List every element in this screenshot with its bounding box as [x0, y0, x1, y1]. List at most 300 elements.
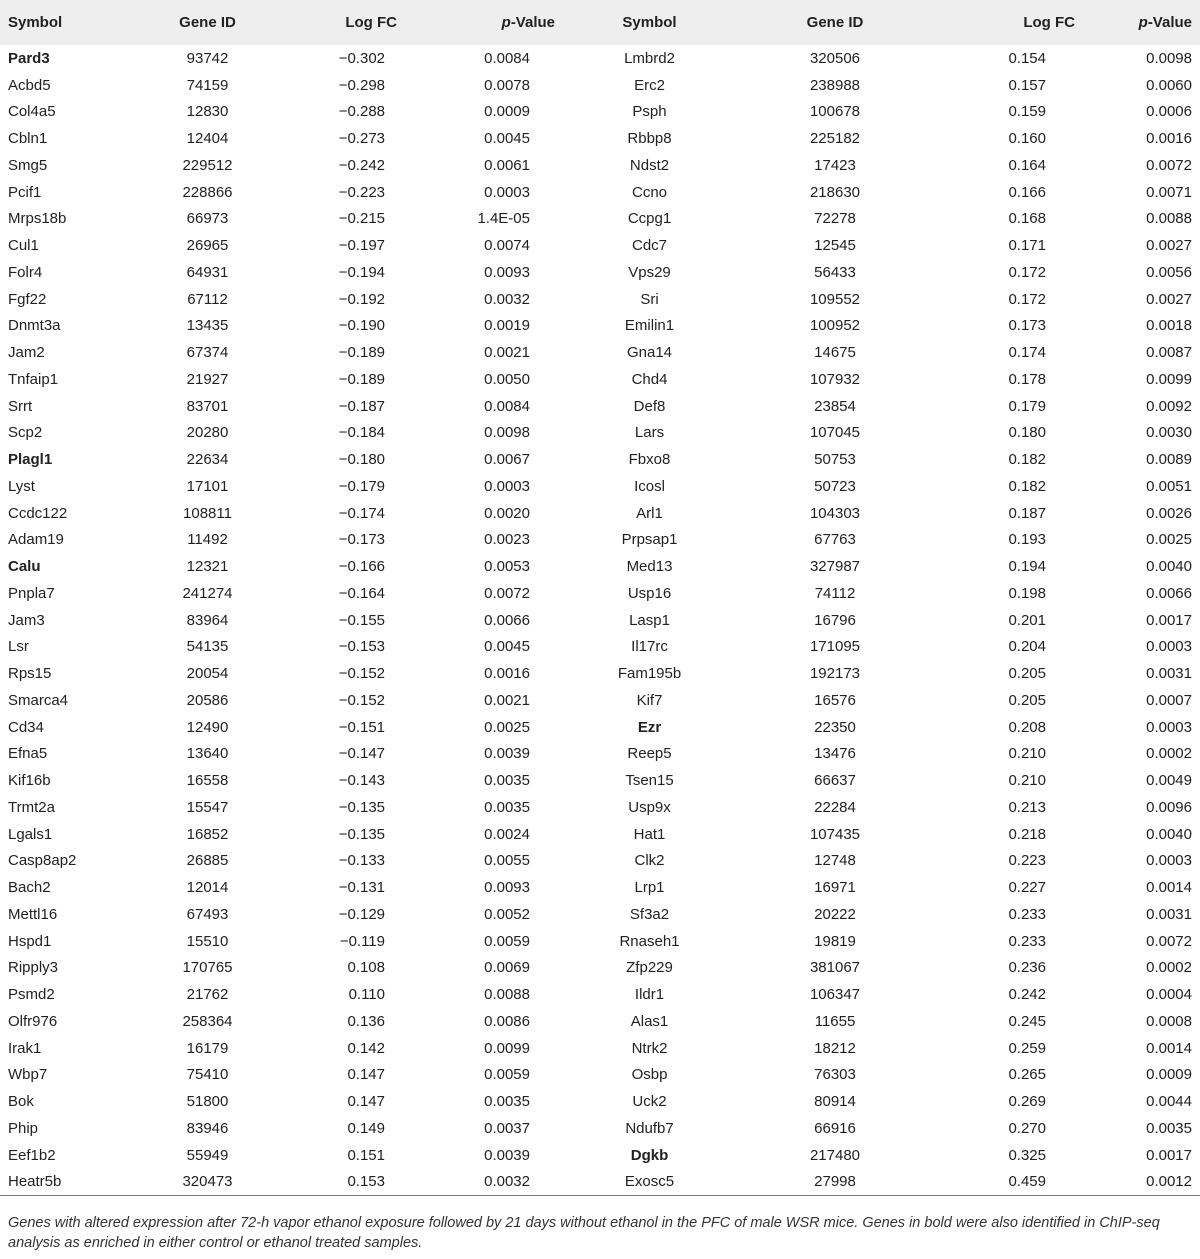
- p-value-right: 0.0012: [1075, 1169, 1200, 1196]
- gene-symbol-right: Sri: [640, 290, 659, 308]
- log-fc-left: −0.131: [338, 879, 385, 897]
- gene-symbol-right: Ccno: [631, 183, 668, 201]
- p-value-right: 0.0014: [1146, 879, 1192, 897]
- p-value-right: 0.0017: [1146, 1146, 1192, 1164]
- table-row: [0, 527, 1200, 554]
- p-value-right: 0.0031: [1146, 905, 1192, 923]
- gene-id-right: 67763: [814, 531, 856, 549]
- log-fc-left: −0.288: [338, 103, 385, 121]
- gene-symbol-right: Erc2: [634, 76, 665, 94]
- p-value-right: 0.0071: [1146, 183, 1192, 201]
- table-row: [0, 1142, 1200, 1169]
- p-value-left: 0.0045: [484, 638, 530, 656]
- table-row: [0, 125, 1200, 152]
- gene-symbol-left: Jam3: [8, 611, 45, 629]
- gene-symbol-right: Zfp229: [626, 959, 673, 977]
- p-value-left: 0.0037: [484, 1119, 530, 1137]
- gene-symbol-right: Lmbrd2: [624, 49, 675, 67]
- log-fc-left: −0.273: [338, 130, 385, 148]
- p-value-right: 0.0099: [1146, 370, 1192, 388]
- p-value-left: 0.0074: [484, 237, 530, 255]
- gene-symbol-right: Usp9x: [628, 798, 671, 816]
- log-fc-right: 0.174: [1008, 344, 1046, 362]
- p-value-right: 0.0035: [1146, 1119, 1192, 1137]
- gene-id-right: 17423: [814, 156, 856, 174]
- gene-id-left: 228866: [182, 183, 233, 201]
- p-value-left: 0.0003: [484, 183, 530, 201]
- gene-symbol-right: Ildr1: [634, 986, 665, 1004]
- gene-symbol-right: Lasp1: [629, 611, 670, 629]
- table-row: [0, 901, 1200, 928]
- gene-symbol-left: Pard3: [8, 49, 50, 67]
- log-fc-right: 0.242: [1008, 986, 1046, 1004]
- gene-id-right: 107932: [809, 370, 861, 388]
- p-value-right: 0.0089: [1146, 451, 1192, 469]
- header-symbol-left: Symbol: [8, 14, 63, 31]
- p-value-left: 0.0086: [484, 1012, 530, 1030]
- log-fc-right: 0.205: [1008, 665, 1046, 683]
- gene-id-left: 22634: [186, 451, 229, 469]
- gene-symbol-left: Kif16b: [8, 772, 51, 790]
- gene-symbol-right: Gna14: [626, 344, 673, 362]
- p-value-left: 0.0053: [484, 558, 530, 576]
- gene-symbol-left: Lyst: [8, 477, 35, 495]
- gene-id-left: 93742: [186, 49, 229, 67]
- gene-symbol-right: Vps29: [628, 263, 671, 281]
- gene-id-left: 170765: [182, 959, 233, 977]
- table-row: [0, 473, 1200, 500]
- gene-symbol-right: Exosc5: [555, 1169, 744, 1196]
- gene-id-left: 12490: [186, 718, 229, 736]
- p-value-right: 0.0017: [1146, 611, 1192, 629]
- p-value-right: 0.0006: [1146, 103, 1192, 121]
- gene-symbol-right: Fam195b: [617, 665, 682, 683]
- gene-symbol-right: Rbbp8: [627, 130, 672, 148]
- table-row: [0, 1035, 1200, 1062]
- p-value-right: 0.0072: [1146, 156, 1192, 174]
- gene-id-left: 320473: [125, 1169, 290, 1196]
- table-header-row: [0, 0, 1200, 45]
- header-symbol-right: Symbol: [622, 14, 677, 31]
- p-value-right: 0.0027: [1146, 237, 1192, 255]
- log-fc-right: 0.198: [1008, 584, 1046, 602]
- gene-symbol-right: Lrp1: [634, 879, 665, 897]
- gene-symbol-right: Med13: [626, 558, 673, 576]
- gene-id-left: 26965: [186, 237, 229, 255]
- log-fc-right: 0.180: [1008, 424, 1046, 442]
- gene-id-left: 20054: [186, 665, 229, 683]
- log-fc-right: 0.171: [1008, 237, 1046, 255]
- gene-id-right: 76303: [814, 1066, 856, 1084]
- p-value-left: 0.0084: [484, 49, 530, 67]
- p-value-right: 0.0031: [1146, 665, 1192, 683]
- table-row: [0, 821, 1200, 848]
- p-value-left: 0.0072: [484, 584, 530, 602]
- log-fc-right: 0.172: [1008, 290, 1046, 308]
- header-p-value-right: [1075, 0, 1200, 45]
- gene-id-right: 72278: [814, 210, 856, 228]
- p-value-right: 0.0040: [1146, 825, 1192, 843]
- gene-id-right: 238988: [809, 76, 861, 94]
- p-value-right: 0.0092: [1146, 397, 1192, 415]
- gene-id-left: 75410: [186, 1066, 229, 1084]
- p-value-left: 0.0098: [484, 424, 530, 442]
- gene-symbol-left: Pcif1: [8, 183, 42, 201]
- table-row: [0, 1169, 1200, 1196]
- log-fc-left: −0.152: [338, 665, 385, 683]
- gene-id-right: 50753: [814, 451, 856, 469]
- p-value-right: 0.0016: [1146, 130, 1192, 148]
- header-p-italic: p: [501, 14, 511, 31]
- p-value-right: 0.0003: [1146, 718, 1192, 736]
- log-fc-right: 0.459: [926, 1169, 1075, 1196]
- table-row: [0, 1088, 1200, 1115]
- p-value-left: 0.0032: [484, 290, 530, 308]
- table-row: [0, 1062, 1200, 1089]
- p-value-right: 0.0051: [1146, 477, 1192, 495]
- gene-id-left: 64931: [186, 263, 229, 281]
- gene-symbol-left: Acbd5: [8, 76, 51, 94]
- p-value-left: 0.0019: [484, 317, 530, 335]
- table-row: [0, 259, 1200, 286]
- log-fc-right: 0.201: [1008, 611, 1046, 629]
- gene-id-left: 16558: [186, 772, 229, 790]
- p-value-left: 0.0059: [484, 1066, 530, 1084]
- table-row: [0, 393, 1200, 420]
- gene-symbol-right: Ezr: [637, 718, 662, 736]
- log-fc-right: 0.164: [1008, 156, 1046, 174]
- gene-symbol-left: Adam19: [8, 531, 64, 549]
- gene-symbol-left: Tnfaip1: [8, 370, 59, 388]
- log-fc-left: −0.133: [338, 852, 385, 870]
- gene-id-right: 381067: [809, 959, 861, 977]
- log-fc-right: 0.193: [1008, 531, 1046, 549]
- gene-symbol-right: Dgkb: [630, 1146, 669, 1164]
- log-fc-left: −0.215: [338, 210, 385, 228]
- gene-id-right: 56433: [814, 263, 856, 281]
- table-row: [0, 45, 1200, 72]
- p-value-left: 0.0009: [484, 103, 530, 121]
- p-value-left: 0.0032: [397, 1169, 555, 1196]
- p-value-left: 0.0055: [484, 852, 530, 870]
- p-value-left: 0.0035: [484, 798, 530, 816]
- table-row: [0, 660, 1200, 687]
- log-fc-left: 0.147: [347, 1066, 385, 1084]
- gene-id-right: 23854: [814, 397, 856, 415]
- p-value-left: 0.0035: [484, 772, 530, 790]
- gene-id-right: 18212: [814, 1039, 856, 1057]
- log-fc-left: −0.174: [338, 504, 385, 522]
- p-value-left: 0.0099: [484, 1039, 530, 1057]
- log-fc-left: −0.179: [338, 477, 385, 495]
- gene-id-right: 14675: [814, 344, 856, 362]
- gene-symbol-right: Clk2: [634, 852, 665, 870]
- gene-id-right: 217480: [809, 1146, 861, 1164]
- gene-symbol-left: Lgals1: [8, 825, 53, 843]
- gene-symbol-left: Mrps18b: [8, 210, 67, 228]
- gene-id-left: 67112: [187, 290, 228, 308]
- log-fc-left: −0.147: [338, 745, 385, 763]
- p-value-left: 0.0003: [484, 477, 530, 495]
- log-fc-left: 0.149: [347, 1119, 385, 1137]
- gene-id-left: 51800: [186, 1093, 229, 1111]
- gene-id-left: 83964: [186, 611, 229, 629]
- p-value-right: 0.0027: [1146, 290, 1192, 308]
- header-gene-id-right: Gene ID: [806, 14, 864, 31]
- log-fc-right: 0.179: [1008, 397, 1046, 415]
- table-row: [0, 580, 1200, 607]
- log-fc-right: 0.154: [1008, 49, 1046, 67]
- table-row: [0, 741, 1200, 768]
- log-fc-left: −0.151: [338, 718, 385, 736]
- gene-symbol-right: Cdc7: [631, 237, 668, 255]
- table-row: [0, 99, 1200, 126]
- p-value-left: 0.0059: [484, 932, 530, 950]
- p-value-left: 0.0035: [484, 1093, 530, 1111]
- gene-id-left: 67374: [186, 344, 229, 362]
- p-value-right: 0.0004: [1146, 986, 1192, 1004]
- log-fc-left: −0.190: [338, 317, 385, 335]
- log-fc-right: 0.223: [1008, 852, 1046, 870]
- log-fc-left: −0.189: [338, 370, 385, 388]
- gene-id-left: 55949: [186, 1146, 229, 1164]
- log-fc-left: 0.108: [347, 959, 385, 977]
- gene-symbol-right: Reep5: [627, 745, 672, 763]
- p-value-left: 0.0021: [484, 344, 530, 362]
- log-fc-left: −0.152: [338, 691, 385, 709]
- log-fc-left: 0.142: [347, 1039, 385, 1057]
- log-fc-left: −0.298: [338, 76, 385, 94]
- log-fc-left: −0.194: [338, 263, 385, 281]
- log-fc-left: 0.136: [347, 1012, 385, 1030]
- header-p-value-left: [397, 0, 555, 45]
- log-fc-left: 0.151: [347, 1146, 385, 1164]
- gene-id-right: 106347: [809, 986, 861, 1004]
- gene-id-left: 16179: [186, 1039, 229, 1057]
- log-fc-right: 0.166: [1008, 183, 1046, 201]
- table-row: [0, 339, 1200, 366]
- gene-symbol-right: Kif7: [636, 691, 663, 709]
- log-fc-left: −0.135: [338, 798, 385, 816]
- gene-id-left: 74159: [186, 76, 229, 94]
- gene-symbol-left: Rps15: [8, 665, 52, 683]
- log-fc-right: 0.236: [1008, 959, 1046, 977]
- p-value-left: 0.0023: [484, 531, 530, 549]
- gene-id-right: 50723: [814, 477, 856, 495]
- log-fc-right: 0.172: [1008, 263, 1046, 281]
- p-value-left: 0.0084: [484, 397, 530, 415]
- gene-id-right: 74112: [814, 584, 856, 602]
- gene-symbol-right: Ntrk2: [631, 1039, 668, 1057]
- gene-symbol-left: Mettl16: [8, 905, 58, 923]
- log-fc-left: −0.302: [338, 49, 385, 67]
- p-value-right: 0.0002: [1146, 959, 1192, 977]
- p-value-right: 0.0026: [1146, 504, 1192, 522]
- gene-id-right: 16971: [814, 879, 856, 897]
- p-value-left: 0.0045: [484, 130, 530, 148]
- p-value-right: 0.0002: [1146, 745, 1192, 763]
- p-value-left: 0.0016: [484, 665, 530, 683]
- p-value-left: 0.0024: [484, 825, 530, 843]
- p-value-right: 0.0098: [1146, 49, 1192, 67]
- p-value-left: 0.0061: [484, 156, 530, 174]
- gene-id-left: 26885: [186, 852, 229, 870]
- gene-id-right: 100952: [809, 317, 861, 335]
- gene-id-right: 100678: [809, 103, 861, 121]
- log-fc-right: 0.205: [1008, 691, 1046, 709]
- gene-id-left: 108811: [183, 504, 232, 522]
- header-log-fc-left: Log FC: [345, 14, 397, 31]
- log-fc-left: 0.147: [347, 1093, 385, 1111]
- gene-id-right: 19819: [814, 932, 856, 950]
- log-fc-right: 0.157: [1008, 76, 1046, 94]
- table-row: [0, 767, 1200, 794]
- log-fc-left: −0.143: [338, 772, 385, 790]
- table-row: [0, 179, 1200, 206]
- gene-symbol-right: Arl1: [636, 504, 663, 522]
- p-value-right: 0.0003: [1146, 638, 1192, 656]
- gene-symbol-left: Cul1: [8, 237, 39, 255]
- log-fc-right: 0.208: [1008, 718, 1046, 736]
- log-fc-right: 0.194: [1008, 558, 1046, 576]
- p-value-right: 0.0008: [1146, 1012, 1192, 1030]
- p-value-right: 0.0025: [1146, 531, 1192, 549]
- header-log-fc-right: Log FC: [1023, 14, 1075, 31]
- log-fc-left: −0.173: [338, 531, 385, 549]
- gene-id-right: 66916: [814, 1119, 856, 1137]
- gene-symbol-right: Chd4: [631, 370, 668, 388]
- gene-symbol-left: Lsr: [8, 638, 29, 656]
- log-fc-right: 0.210: [1008, 772, 1046, 790]
- gene-symbol-right: Tsen15: [625, 772, 674, 790]
- gene-id-left: 12321: [186, 558, 229, 576]
- p-value-right: 0.0066: [1146, 584, 1192, 602]
- p-value-left: 0.0093: [484, 263, 530, 281]
- table-row: [0, 634, 1200, 661]
- gene-symbol-right: Usp16: [627, 584, 672, 602]
- gene-symbol-left: Smg5: [8, 156, 48, 174]
- table-row: [0, 794, 1200, 821]
- p-value-left: 0.0020: [484, 504, 530, 522]
- gene-id-left: 258364: [182, 1012, 233, 1030]
- gene-symbol-left: Folr4: [8, 263, 43, 281]
- table-footnote: Genes with altered expression after 72-h vapor ethanol exposure followed by 21 days without ethanol in the PFC of male WSR mice. Genes in bold were also identified in ChIP-seq analysis as enriched in either control or ethanol treated samples.: [8, 1215, 1160, 1251]
- gene-id-right: 22284: [814, 798, 856, 816]
- log-fc-left: 0.110: [348, 986, 385, 1004]
- table-row: [0, 313, 1200, 340]
- log-fc-right: 0.325: [1008, 1146, 1046, 1164]
- gene-id-right: 104303: [809, 504, 861, 522]
- table-row: [0, 152, 1200, 179]
- gene-symbol-left: Bok: [8, 1093, 34, 1111]
- gene-symbol-left: Fgf22: [8, 290, 47, 308]
- p-value-right: 0.0040: [1146, 558, 1192, 576]
- gene-symbol-left: Wbp7: [8, 1066, 48, 1084]
- p-value-left: 0.0050: [484, 370, 530, 388]
- p-value-right: 0.0009: [1146, 1066, 1192, 1084]
- table-row: [0, 848, 1200, 875]
- log-fc-right: 0.210: [1008, 745, 1046, 763]
- gene-symbol-left: Calu: [8, 558, 41, 576]
- header-gene-id-left: Gene ID: [179, 14, 236, 31]
- table-row: [0, 366, 1200, 393]
- p-value-right: 0.0087: [1146, 344, 1192, 362]
- log-fc-right: 0.259: [1008, 1039, 1046, 1057]
- gene-symbol-right: Ndst2: [629, 156, 670, 174]
- gene-symbol-right: Rnaseh1: [619, 932, 680, 950]
- p-value-left: 0.0067: [484, 451, 530, 469]
- table-row: [0, 420, 1200, 447]
- gene-id-right: 80914: [814, 1093, 856, 1111]
- gene-id-left: 12014: [186, 879, 229, 897]
- gene-symbol-right: Ccpg1: [627, 210, 672, 228]
- log-fc-right: 0.213: [1008, 798, 1046, 816]
- gene-id-right: 27998: [744, 1169, 926, 1196]
- gene-id-right: 171095: [809, 638, 861, 656]
- log-fc-left: −0.242: [338, 156, 385, 174]
- table-row: [0, 1008, 1200, 1035]
- log-fc-right: 0.204: [1008, 638, 1046, 656]
- log-fc-right: 0.270: [1008, 1119, 1046, 1137]
- table-row: [0, 446, 1200, 473]
- gene-id-right: 20222: [814, 905, 856, 923]
- gene-symbol-left: Ripply3: [8, 959, 59, 977]
- gene-symbol-left: Casp8ap2: [8, 852, 77, 870]
- log-fc-left: −0.184: [338, 424, 385, 442]
- table-row: [0, 500, 1200, 527]
- gene-symbol-left: Smarca4: [8, 691, 69, 709]
- gene-id-right: 12748: [814, 852, 856, 870]
- gene-id-left: 16852: [186, 825, 229, 843]
- gene-id-left: 20280: [186, 424, 229, 442]
- table-row: [0, 687, 1200, 714]
- log-fc-right: 0.269: [1008, 1093, 1046, 1111]
- log-fc-right: 0.168: [1008, 210, 1046, 228]
- table-row: [0, 286, 1200, 313]
- gene-symbol-left: Psmd2: [8, 986, 55, 1004]
- gene-symbol-right: Alas1: [630, 1012, 669, 1030]
- log-fc-right: 0.182: [1008, 477, 1046, 495]
- table-row: [0, 714, 1200, 741]
- log-fc-left: 0.153: [290, 1169, 397, 1196]
- table-row: [0, 206, 1200, 233]
- gene-id-right: 218630: [809, 183, 861, 201]
- p-value-left: 0.0069: [484, 959, 530, 977]
- gene-id-left: 83946: [186, 1119, 229, 1137]
- gene-id-right: 22350: [814, 718, 856, 736]
- gene-id-right: 327987: [809, 558, 861, 576]
- log-fc-left: −0.135: [338, 825, 385, 843]
- gene-symbol-right: Emilin1: [624, 317, 675, 335]
- table-row: [0, 1115, 1200, 1142]
- gene-symbol-right: Sf3a2: [629, 905, 670, 923]
- gene-id-left: 67493: [186, 905, 229, 923]
- gene-id-left: 15510: [186, 932, 229, 950]
- table-body: [0, 45, 1200, 1195]
- p-value-left: 0.0088: [484, 986, 530, 1004]
- gene-id-left: 13640: [186, 745, 229, 763]
- log-fc-left: −0.187: [338, 397, 385, 415]
- gene-symbol-left: Scp2: [8, 424, 43, 442]
- log-fc-left: −0.155: [338, 611, 385, 629]
- log-fc-right: 0.233: [1008, 932, 1046, 950]
- header-p-suffix: -Value: [510, 14, 555, 31]
- log-fc-left: −0.153: [338, 638, 385, 656]
- gene-symbol-right: Psph: [632, 103, 667, 121]
- gene-id-left: 11492: [187, 531, 228, 549]
- gene-symbol-left: Heatr5b: [0, 1169, 125, 1196]
- p-value-right: 0.0049: [1146, 772, 1192, 790]
